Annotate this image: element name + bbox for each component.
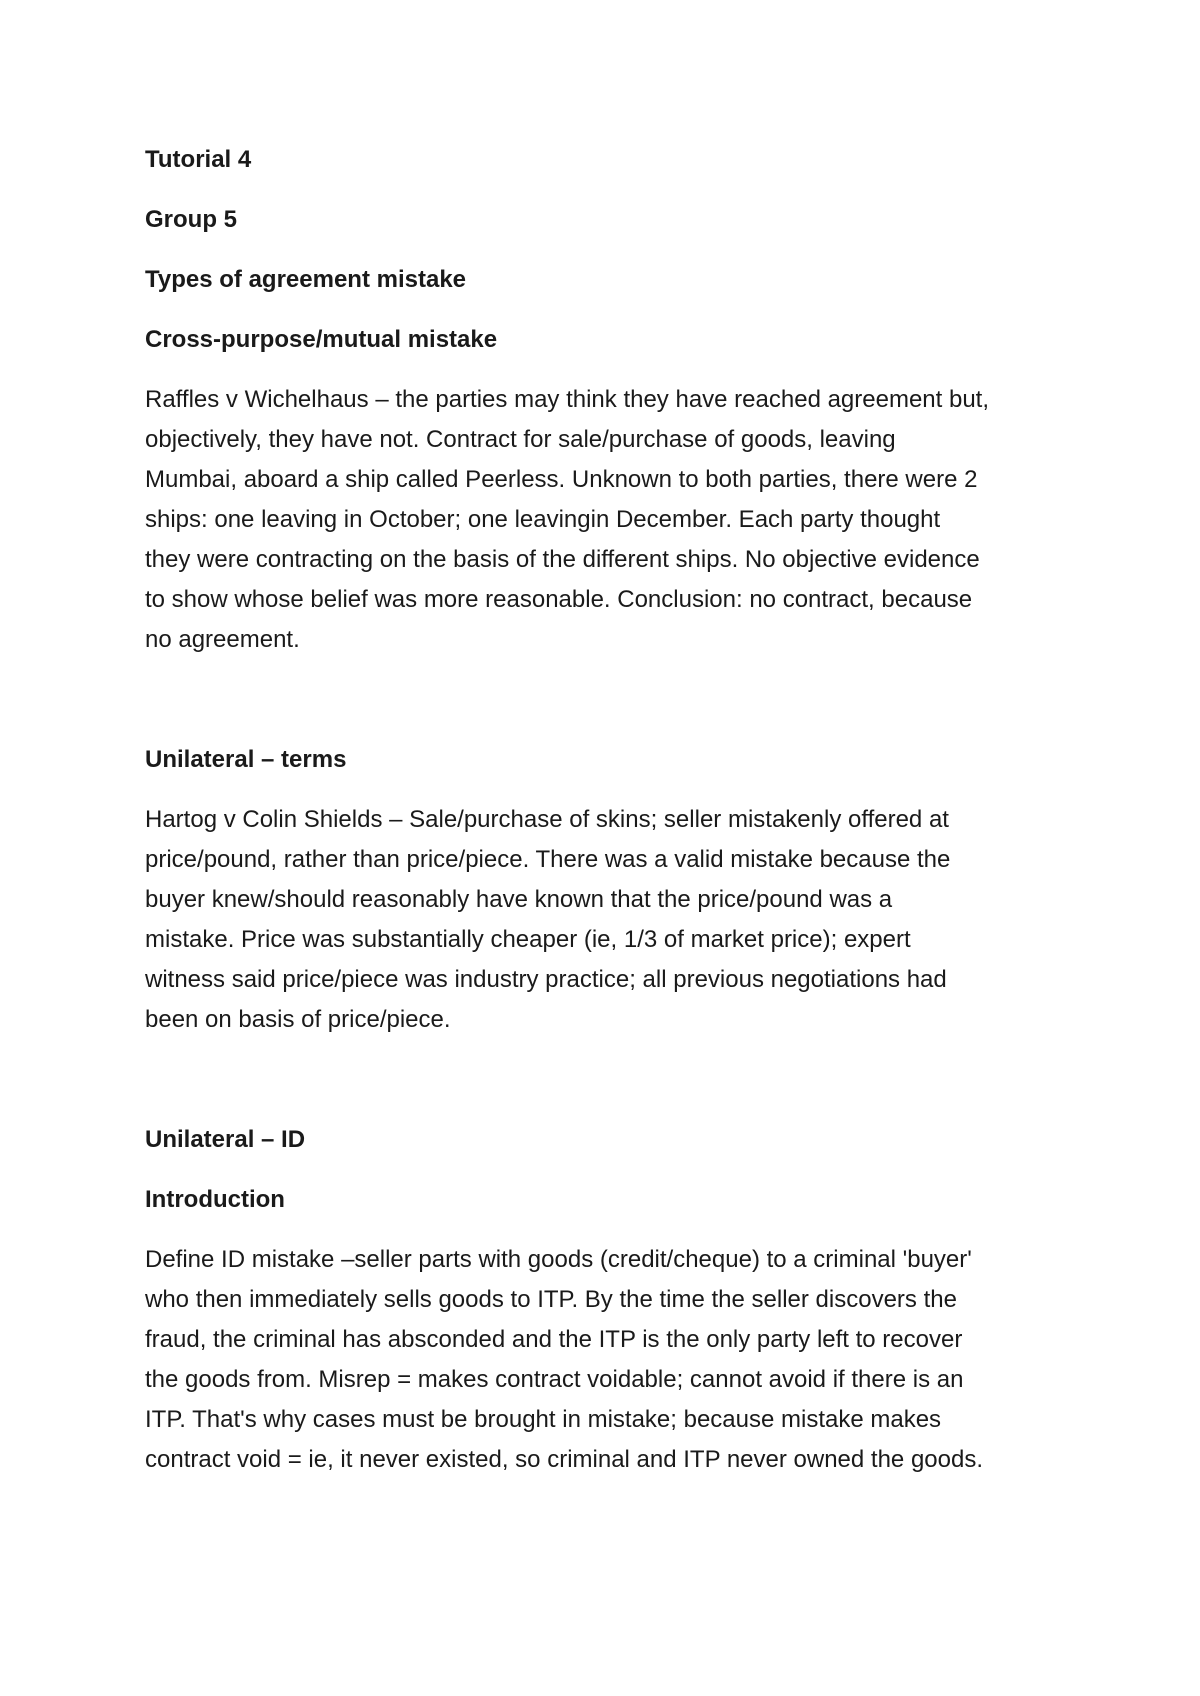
- section-title: Types of agreement mistake: [145, 266, 467, 293]
- section1-heading: Cross-purpose/mutual mistake: [145, 326, 498, 353]
- paragraph-line: price/pound, rather than price/piece. There was a valid mistake because the: [145, 846, 951, 873]
- paragraph-line: been on basis of price/piece.: [145, 1006, 451, 1033]
- section3-heading: Unilateral – ID: [145, 1126, 306, 1153]
- paragraph-line: the goods from. Misrep = makes contract voidable; cannot avoid if there is an: [145, 1366, 964, 1393]
- paragraph-line: objectively, they have not. Contract for sale/purchase of goods, leaving: [145, 426, 896, 453]
- paragraph-line: they were contracting on the basis of the different ships. No objective evidence: [145, 546, 980, 573]
- paragraph-line: buyer knew/should reasonably have known that the price/pound was a: [145, 886, 893, 913]
- paragraph-line: who then immediately sells goods to ITP. By the time the seller discovers the: [145, 1286, 957, 1313]
- section2-heading: Unilateral – terms: [145, 746, 347, 773]
- section3-paragraph: [145, 1240, 1075, 1480]
- section3-subheading: Introduction: [145, 1186, 285, 1213]
- paragraph-line: contract void = ie, it never existed, so criminal and ITP never owned the goods.: [145, 1446, 984, 1473]
- paragraph-line: ships: one leaving in October; one leavingin December. Each party thought: [145, 506, 941, 533]
- paragraph-line: Raffles v Wichelhaus – the parties may think they have reached agreement but,: [145, 386, 990, 413]
- tutorial-title: Tutorial 4: [145, 146, 252, 173]
- paragraph-line: no agreement.: [145, 626, 300, 653]
- document-body: [145, 140, 1075, 1480]
- paragraph-line: Define ID mistake –seller parts with goods (credit/cheque) to a criminal 'buyer': [145, 1246, 972, 1273]
- paragraph-line: Hartog v Colin Shields – Sale/purchase of skins; seller mistakenly offered at: [145, 806, 949, 833]
- paragraph-line: ITP. That's why cases must be brought in mistake; because mistake makes: [145, 1406, 942, 1433]
- paragraph-line: witness said price/piece was industry practice; all previous negotiations had: [145, 966, 947, 993]
- paragraph-line: mistake. Price was substantially cheaper (ie, 1/3 of market price); expert: [145, 926, 911, 953]
- paragraph-line: fraud, the criminal has absconded and the ITP is the only party left to recover: [145, 1326, 963, 1353]
- section1-paragraph: [145, 380, 1075, 660]
- paragraph-line: Mumbai, aboard a ship called Peerless. Unknown to both parties, there were 2: [145, 466, 978, 493]
- section2-paragraph: [145, 800, 1075, 1040]
- group-title: Group 5: [145, 206, 238, 233]
- paragraph-line: to show whose belief was more reasonable. Conclusion: no contract, because: [145, 586, 973, 613]
